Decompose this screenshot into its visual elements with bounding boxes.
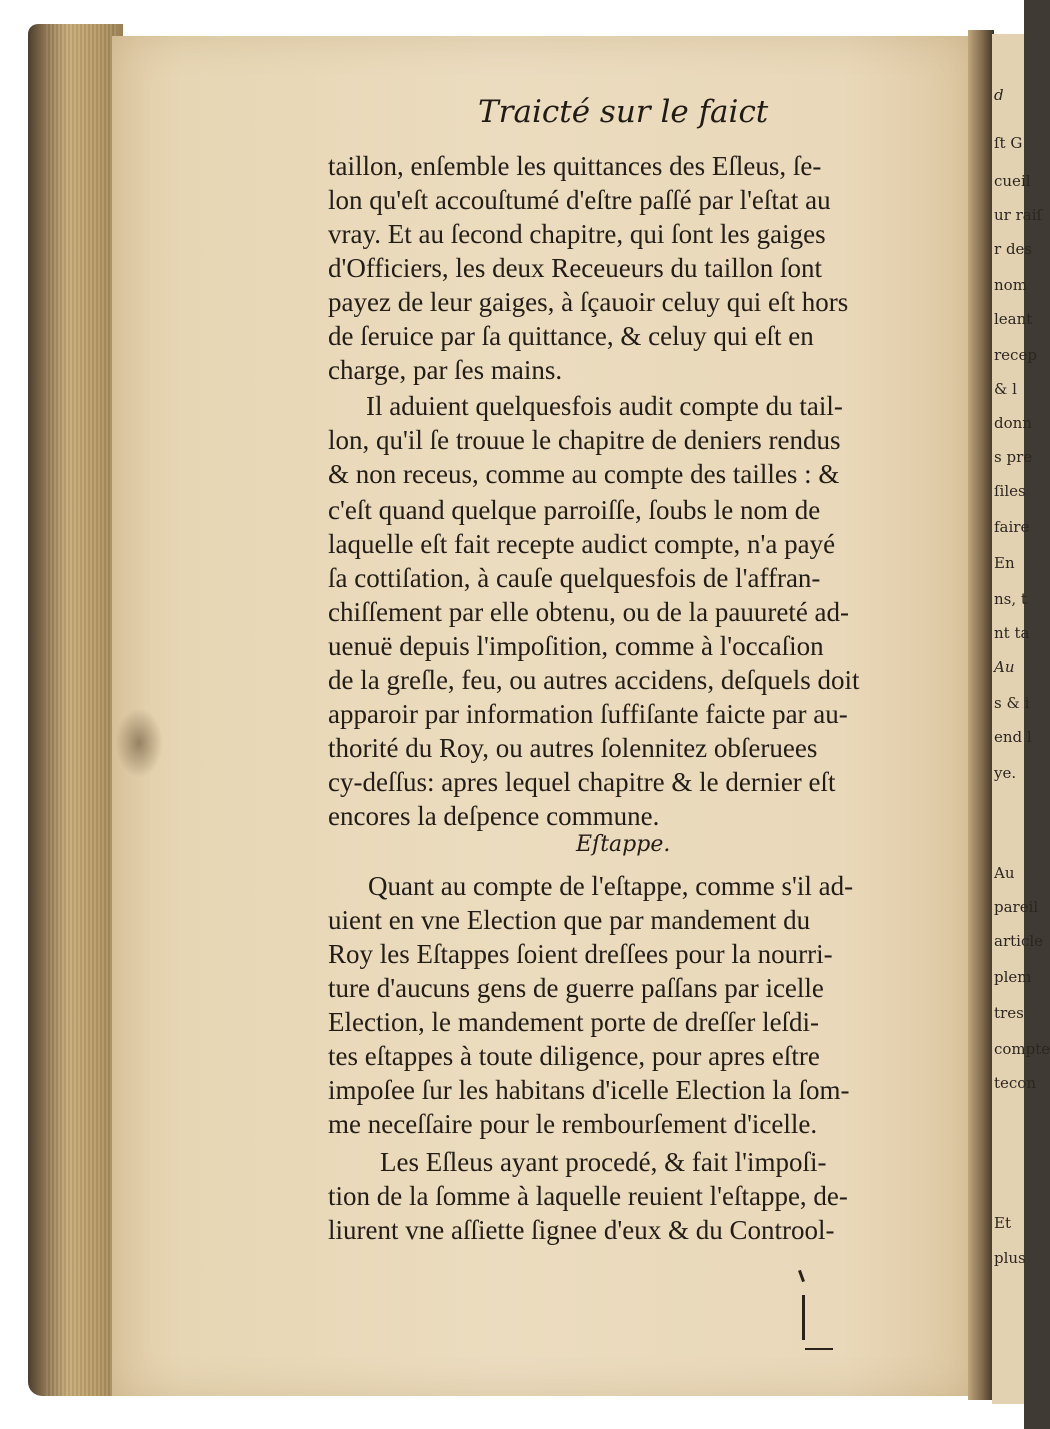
book-gutter [968,30,994,1400]
facing-fragment: ſt G [994,134,1023,152]
text-line: & non receus, comme au compte des tailles : & [328,459,840,489]
text-line: apparoir par information ſuffiſante faicte par au- [328,699,848,729]
facing-fragment: article [994,932,1044,950]
facing-fragment: Et [994,1214,1011,1232]
facing-fragment: d [994,86,1004,104]
text-line: lon qu'eſt accouſtumé d'eſtre paſſé par l'eſtat au [328,185,831,215]
facing-page-strip [992,34,1050,1404]
page-stain [115,708,163,778]
facing-fragment: cueil [994,172,1031,190]
facing-fragment: & l [994,380,1017,398]
text-line: Il aduient quelquesfois audit compte du tail- [366,391,843,421]
facing-fragment: ye. [994,764,1017,782]
text-line: impoſee ſur les habitans d'icelle Election la ſom- [328,1075,850,1105]
text-line: de la greſle, feu, ou autres accidens, deſquels doit [328,665,860,695]
facing-fragment: ns, t [994,590,1027,608]
text-line: de ſeruice par ſa quittance, & celuy qui eſt en [328,321,814,351]
facing-fragment: pareil [994,898,1039,916]
text-line: Les Eſleus ayant procedé, & fait l'impoſi- [380,1147,827,1177]
facing-fragment: nt ta [994,624,1030,642]
text-line: me neceſſaire pour le rembourſement d'icelle. [328,1109,818,1139]
text-line: payez de leur gaiges, à ſçauoir celuy qui eſt hors [328,287,849,317]
facing-fragment: plem [994,968,1032,986]
text-line: uient en vne Election que par mandement du [328,905,811,935]
ink-mark [802,1295,805,1340]
text-line: charge, par ſes mains. [328,355,563,385]
text-line: vray. Et au ſecond chapitre, qui ſont les gaiges [328,219,826,249]
facing-fragment: r des [994,240,1033,258]
ink-mark [805,1348,833,1350]
text-line: laquelle eſt fait recepte audict compte, n'a payé [328,529,836,559]
text-line: encores la deſpence commune. [328,801,660,831]
text-line: ſa cottiſation, à cauſe quelquesfois de l'affran- [328,563,821,593]
text-line: taillon, enſemble les quittances des Eſleus, ſe- [328,151,822,181]
running-header: Traicté sur le faict [478,94,769,130]
text-line: liurent vne aſſiette ſignee d'eux & du Controol- [328,1215,835,1245]
text-line: Quant au compte de l'eſtappe, comme s'il ad- [368,871,854,901]
text-line: ture d'aucuns gens de guerre paſſans par icelle [328,973,824,1003]
text-line: thorité du Roy, ou autres ſolennitez obſeruees [328,733,818,763]
facing-fragment: ur raiſ [994,206,1043,224]
facing-fragment: tecon [994,1074,1036,1092]
facing-fragment: donn [994,414,1032,432]
section-heading: Eſtappe. [576,832,671,857]
facing-fragment: tres [994,1004,1024,1022]
facing-fragment: faire [994,518,1030,536]
text-line: Roy les Eſtappes ſoient dreſſees pour la nourri- [328,939,833,969]
text-line: uenuë depuis l'impoſition, comme à l'occaſion [328,631,824,661]
text-line: lon, qu'il ſe trouue le chapitre de deniers rendus [328,425,841,455]
facing-fragment: Au [994,864,1015,882]
text-line: tion de la ſomme à laquelle reuient l'eſtappe, de- [328,1181,848,1211]
text-line: chiſſement par elle obtenu, ou de la pauureté ad- [328,597,850,627]
facing-fragment: Au [994,658,1015,676]
facing-fragment: compte [994,1040,1050,1058]
text-line: Election, le mandement porte de dreſſer leſdi- [328,1007,820,1037]
facing-fragment: En [994,554,1015,572]
text-line: tes eſtappes à toute diligence, pour apres eſtre [328,1041,820,1071]
text-line: cy-deſſus: apres lequel chapitre & le dernier eſt [328,767,836,797]
facing-fragment: leant [994,310,1033,328]
facing-fragment: s & i [994,694,1030,712]
facing-fragment: end l [994,728,1032,746]
facing-fragment: s pre [994,448,1033,466]
facing-fragment: nom [994,276,1027,294]
facing-fragment: plus [994,1249,1026,1267]
facing-fragment: ſiles [994,482,1026,500]
text-line: c'eſt quand quelque parroiſſe, ſoubs le nom de [328,495,821,525]
book-edge [28,24,123,1396]
facing-fragment: recep [994,346,1037,364]
text-line: d'Officiers, les deux Receueurs du taillon ſont [328,253,822,283]
